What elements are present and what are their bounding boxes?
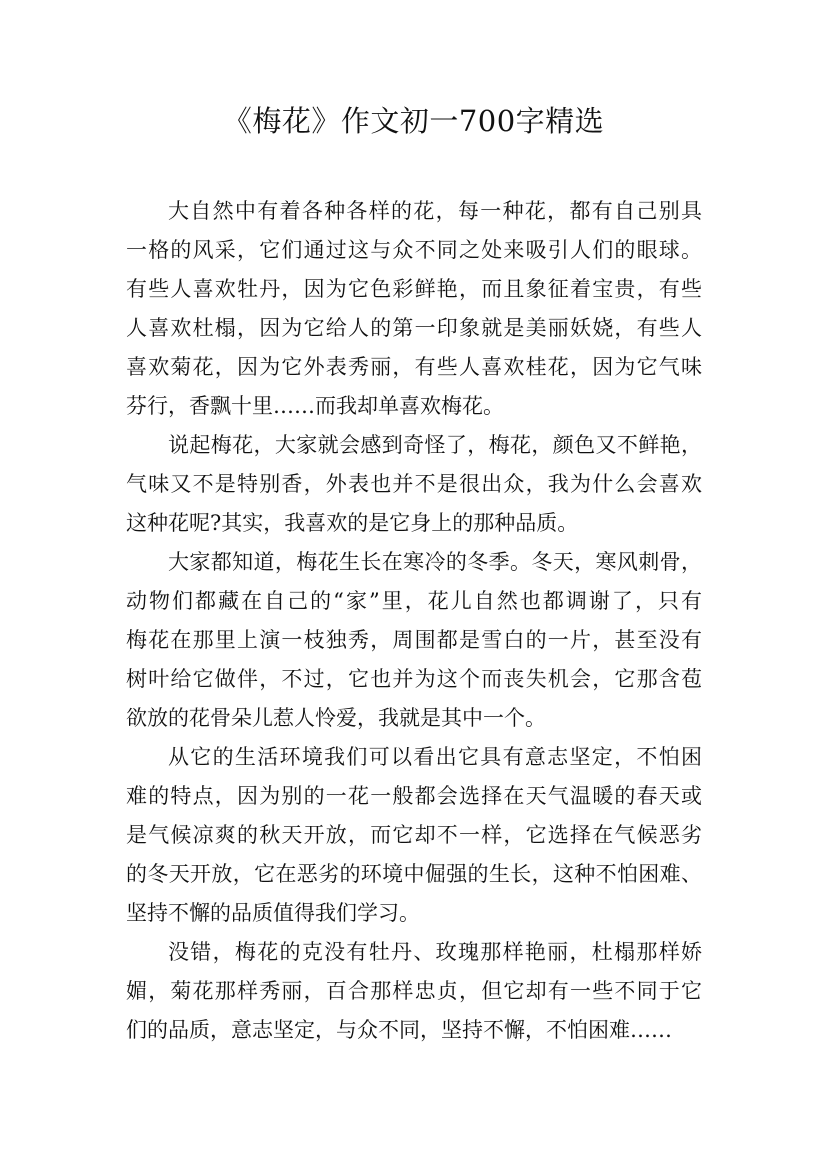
paragraph-3-line-1: 大家都知道，梅花生长在寒冷的冬季。冬天，寒风刺骨，: [168, 550, 702, 574]
paragraph-5-line-1: 没错，梅花的克没有牡丹、玫瑰那样艳丽，杜榻那样娇: [168, 940, 702, 964]
paragraph-3-line-5: 欲放的花骨朵儿惹人怜爱，我就是其中一个。: [126, 706, 546, 730]
paragraph-4-line-1: 从它的生活环境我们可以看出它具有意志坚定，不怕困: [168, 745, 702, 769]
paragraph-3-line-4: 树叶给它做伴，不过，它也并为这个而丧失机会，它那含苞: [126, 667, 702, 691]
paragraph-2-line-3: 这种花呢?其实，我喜欢的是它身上的那种品质。: [126, 511, 579, 535]
paragraph-3-line-3: 梅花在那里上演一枝独秀，周围都是雪白的一片，甚至没有: [126, 628, 702, 652]
paragraph-3-line-2: 动物们都藏在自己的“家”里，花儿自然也都调谢了，只有: [126, 589, 702, 613]
paragraph-2-line-2: 气味又不是特别香，外表也并不是很出众，我为什么会喜欢: [126, 472, 702, 496]
paragraph-4-line-4: 的冬天开放，它在恶劣的环境中倔强的生长，这种不怕困难、: [126, 862, 702, 886]
paragraph-1-line-6: 芬行，香飘十里……而我却单喜欢梅花。: [126, 394, 504, 418]
paragraph-1-line-5: 喜欢菊花，因为它外表秀丽，有些人喜欢桂花，因为它气味: [126, 355, 702, 379]
paragraph-4-line-3: 是气候凉爽的秋天开放，而它却不一样，它选择在气候恶劣: [126, 823, 702, 847]
document-title: 《梅花》作文初一700字精选: [222, 104, 605, 138]
paragraph-2-line-1: 说起梅花，大家就会感到奇怪了，梅花，颜色又不鲜艳，: [168, 433, 702, 457]
paragraph-4-line-5: 坚持不懈的品质值得我们学习。: [126, 901, 420, 925]
paragraph-1-line-4: 人喜欢杜榻，因为它给人的第一印象就是美丽妖娆，有些人: [126, 316, 702, 340]
paragraph-4-line-2: 难的特点，因为别的一花一般都会选择在天气温暖的春天或: [126, 784, 702, 808]
paragraph-1-line-1: 大自然中有着各种各样的花，每一种花，都有自己别具: [168, 199, 702, 223]
paragraph-1-line-2: 一格的风采，它们通过这与众不同之处来吸引人们的眼球。: [126, 238, 702, 262]
paragraph-5-line-3: 们的品质，意志坚定，与众不同，坚持不懈，不怕困难……: [126, 1018, 672, 1042]
paragraph-5-line-2: 媚，菊花那样秀丽，百合那样忠贞，但它却有一些不同于它: [126, 979, 702, 1003]
paragraph-1-line-3: 有些人喜欢牡丹，因为它色彩鲜艳，而且象征着宝贵，有些: [126, 277, 702, 301]
